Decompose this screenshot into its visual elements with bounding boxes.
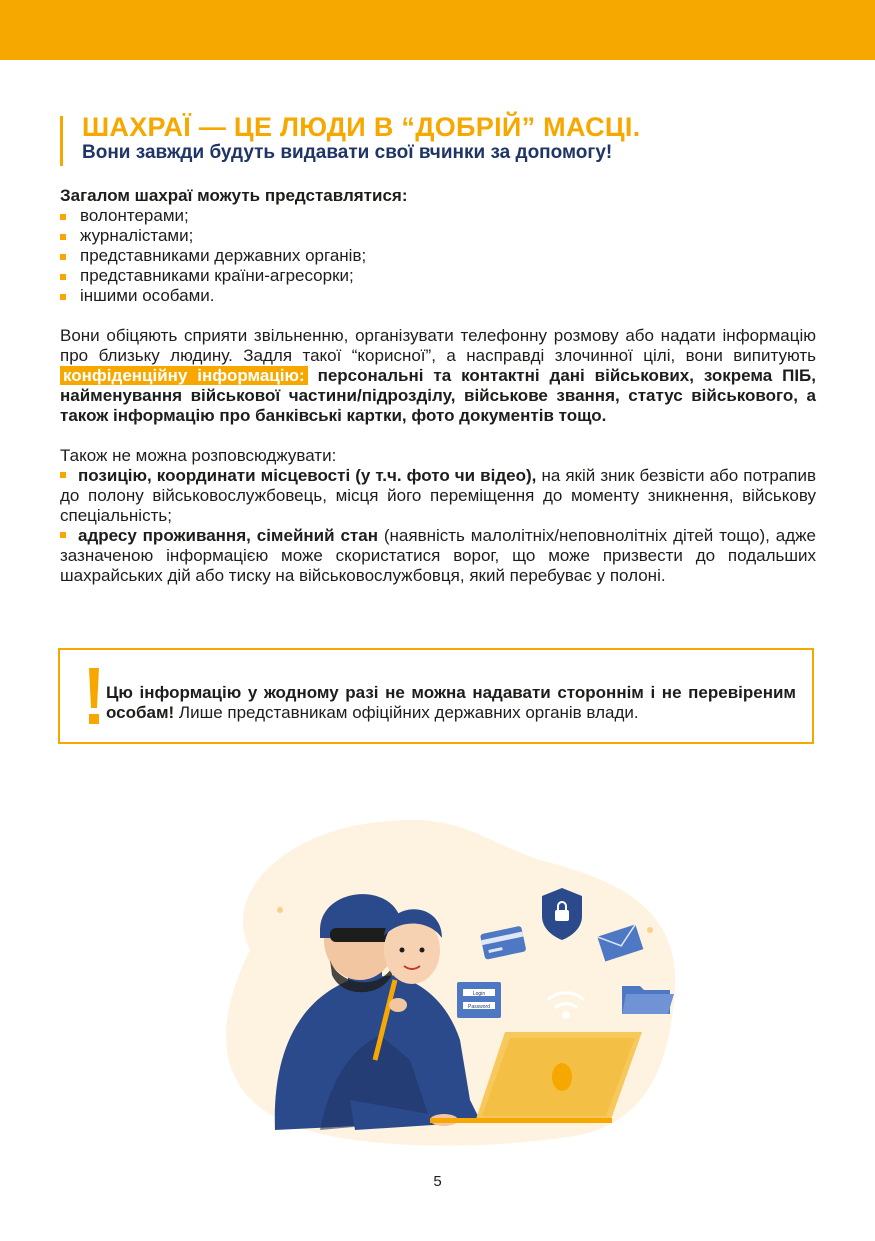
heading-accent-line (60, 116, 63, 166)
exclamation-icon (88, 668, 100, 726)
page-heading (60, 112, 820, 164)
scammer-illustration (180, 800, 700, 1160)
list-item: іншими особами. (60, 286, 816, 306)
folder-icon (622, 986, 674, 1014)
warning-box (58, 648, 814, 744)
scam-description-paragraph: Вони обіцяють сприяти звільненню, організувати телефонну розмову або надати інформацію про близьку людину. Задля такої “корисної”, а насправді злочинної цілі, вони випитують конфіденційну інформацію: персональні та контактні дані військових, зокрема ПІБ, найменування військової частини/підрозділу, військове звання, статус військового, а також інформацію про банківські картки, фото документів тощо. (60, 326, 816, 425)
list-item: волонтерами; (60, 206, 816, 226)
page-title: ШАХРАЇ — ЦЕ ЛЮДИ В “ДОБРІЙ” МАСЦІ. (82, 112, 641, 142)
bullet-icon (60, 472, 66, 478)
impersonation-list (60, 206, 816, 306)
restrictions-lead: Також не можна розповсюджувати: (60, 446, 337, 465)
login-form-icon (457, 982, 501, 1018)
restriction-item-address: адресу проживання, сімейний стан (наявність малолітніх/неповнолітніх дітей тощо), адже зазначеною інформацією може скористатися ворог, що може призвести до подальших шахрайських дій або тиску на військовослужбовця, який перебуває у полоні. (60, 526, 816, 585)
list-item: представниками державних органів; (60, 246, 816, 266)
login-label: Login (472, 991, 486, 997)
list-item: представниками країни-агресорки; (60, 266, 816, 286)
password-label: Password (468, 1004, 490, 1010)
intro-lead: Загалом шахраї можуть представлятися: (60, 186, 408, 205)
page-number: 5 (433, 1173, 442, 1190)
warning-text: Цю інформацію у жодному разі не можна надавати стороннім і не перевіреним особам! Лише представникам офіційних державних органів влади. (106, 683, 796, 722)
bullet-icon (60, 532, 66, 538)
highlight-confidential: конфіденційну інформацію: (60, 366, 308, 385)
top-banner (0, 0, 875, 60)
main-content (60, 186, 816, 586)
list-item: журналістами; (60, 226, 816, 246)
restriction-item-location: позицію, координати місцевості (у т.ч. фото чи відео), на якій зник безвісти або потрапив до полону військовослужбовець, місця його переміщення до моменту зникнення, військову спеціальність; (60, 466, 817, 525)
page-subtitle: Вони завжди будуть видавати свої вчинки за допомогу! (82, 142, 613, 163)
